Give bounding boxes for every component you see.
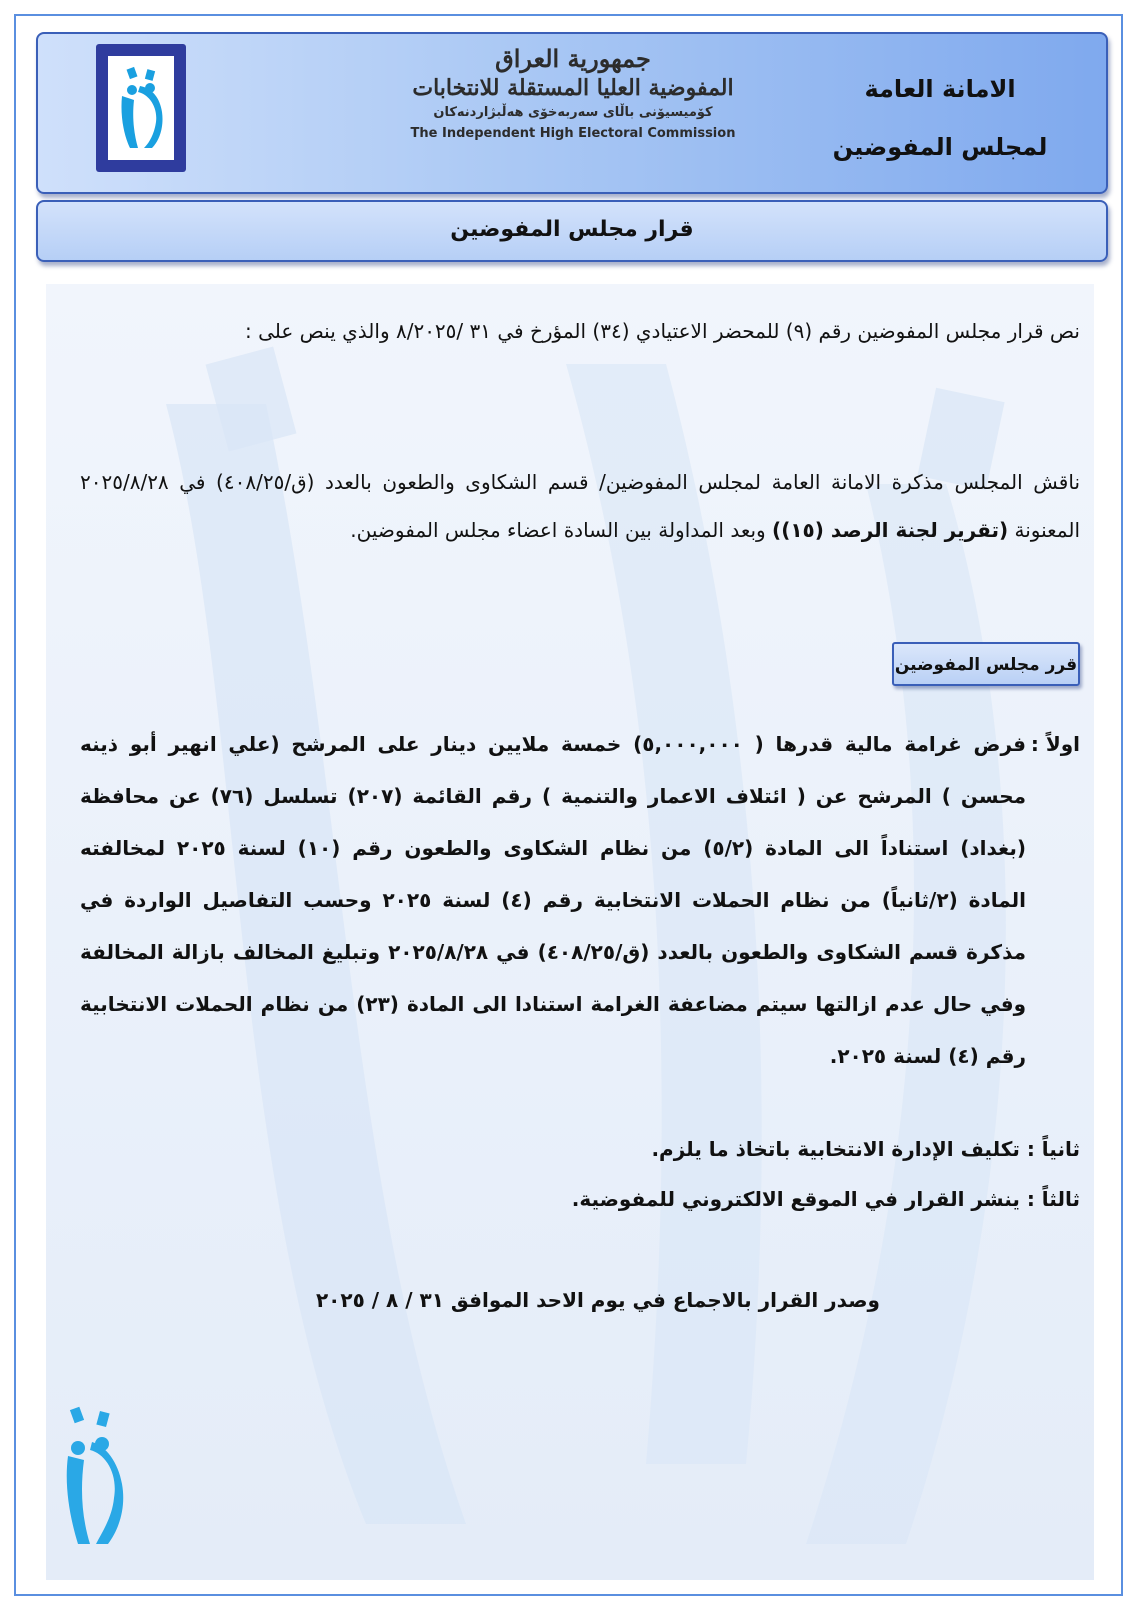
- intro-paragraph: نص قرار مجلس المفوضين رقم (٩) للمحضر الاعتيادي (٣٤) المؤرخ في ٣١ /٨/٢٠٢٥ والذي ينص على :: [245, 319, 1080, 343]
- commission-logo: [96, 44, 186, 172]
- discussion-paragraph: [80, 458, 1080, 554]
- department-name: [830, 60, 1050, 176]
- resolution-item-2: ثانياً : تكليف الإدارة الانتخابية باتخاذ ما يلزم.: [651, 1137, 1080, 1161]
- org-name-english: The Independent High Electoral Commission: [410, 126, 736, 141]
- letterhead: [36, 32, 1108, 194]
- document-title: قرار مجلس المفوضين: [36, 200, 1108, 262]
- document-body: [46, 284, 1094, 1580]
- discussion-text-end: وبعد المداولة بين السادة اعضاء مجلس المفوضين.: [350, 518, 773, 542]
- discussion-text-start: ناقش المجلس مذكرة الامانة العامة لمجلس المفوضين/ قسم الشكاوى والطعون بالعدد (ق/٤٠٨/٢٥) في ٢٠٢٥/٨/٢٨ المعنونة: [80, 470, 1081, 542]
- resolution-item-1: [80, 718, 1080, 1082]
- resolution-heading: قرر مجلس المفوضين: [892, 642, 1080, 686]
- logo-emblem: [106, 54, 176, 162]
- organization-name: [393, 44, 753, 144]
- item-1-label: اولاً :: [1030, 732, 1080, 756]
- issuance-statement: وصدر القرار بالاجماع في يوم الاحد الموافق ٣١ / ٨ / ٢٠٢٥: [315, 1288, 880, 1312]
- department-line1: الامانة العامة: [864, 75, 1016, 103]
- footer-logo-icon: [56, 1394, 126, 1554]
- org-name-arabic-line2: المفوضية العليا المستقلة للانتخابات: [412, 75, 734, 101]
- item-1-text: فرض غرامة مالية قدرها ( ٥,٠٠٠,٠٠٠) خمسة ملايين دينار على المرشح (علي انهير أبو ذينه محسن ) المرشح عن ( ائتلاف الاعمار والتنمية ) رقم القائمة (٢٠٧) تسلسل (٧٦) عن محافظة (بغداد) استناداً الى المادة (٥/٢) من نظام الشكاوى والطعون رقم (١٠) لسنة ٢٠٢٥ لمخالفته المادة (٢/ثانياً) من نظام الحملات الانتخابية رقم (٤) لسنة ٢٠٢٥ وحسب التفاصيل الواردة في مذكرة قسم الشكاوى والطعون بالعدد (ق/٤٠٨/٢٥) في ٢٠٢٥/٨/٢٨ وتبليغ المخالف بازالة المخالفة وفي حال عدم ازالتها سيتم مضاعفة الغرامة استنادا الى المادة (٢٣) من نظام الحملات الانتخابية رقم (٤) لسنة ٢٠٢٥.: [80, 732, 1027, 1068]
- department-line2: لمجلس المفوضين: [832, 133, 1048, 161]
- ballot-figure-icon: [108, 56, 174, 160]
- org-name-kurdish: كۆمیسیۆنی باڵای سەربەخۆی هەڵبژاردنەکان: [433, 105, 713, 120]
- report-title: (تقرير لجنة الرصد (١٥)): [772, 518, 1009, 542]
- org-name-arabic-line1: جمهورية العراق: [495, 44, 651, 73]
- resolution-item-3: ثالثاً : ينشر القرار في الموقع الالكتروني للمفوضية.: [571, 1187, 1080, 1211]
